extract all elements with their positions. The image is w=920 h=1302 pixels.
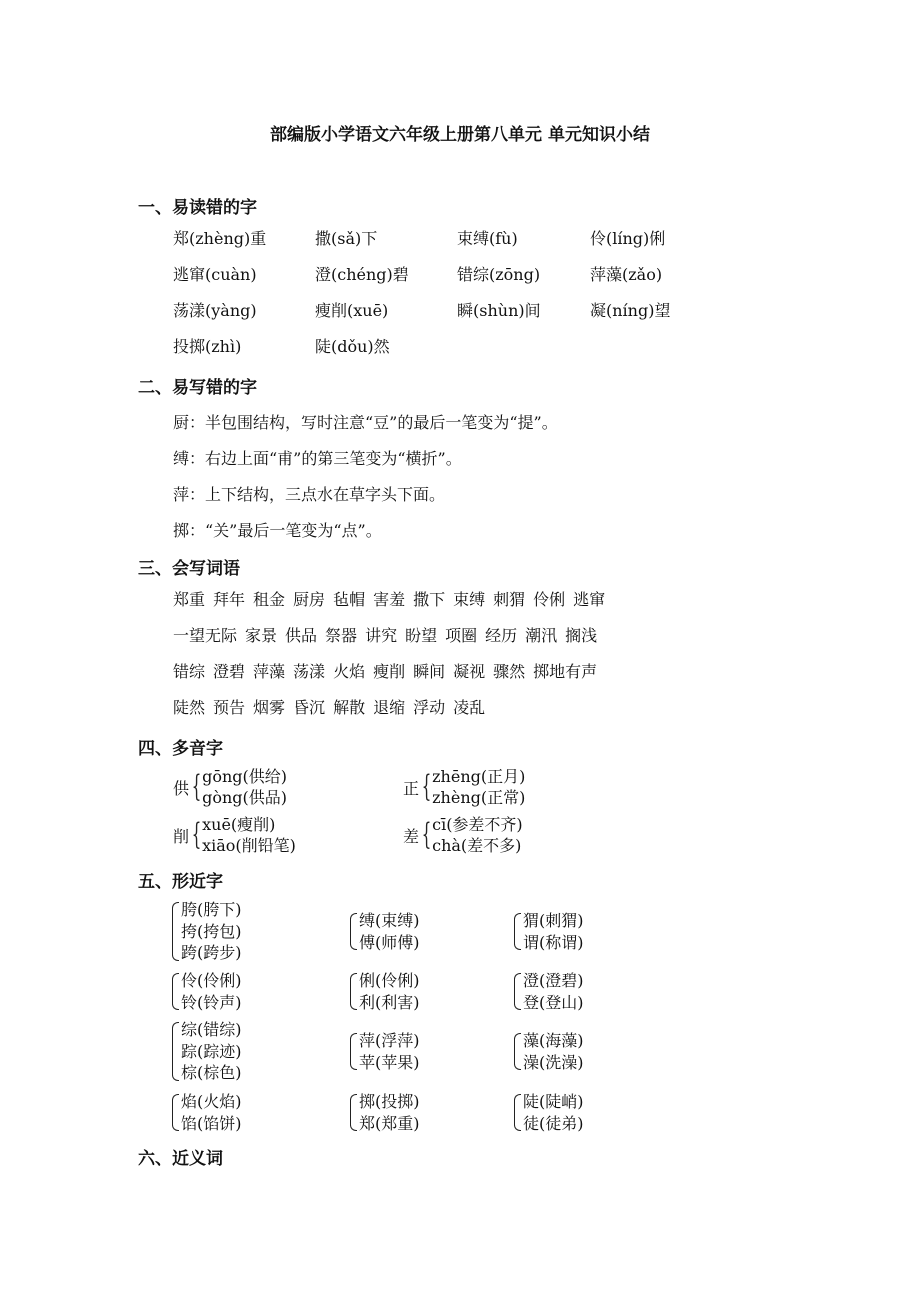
similar-char: 澄(澄碧) <box>523 971 584 990</box>
vocab-word: 一望无际 <box>173 626 238 645</box>
brace-icon: { <box>191 817 202 852</box>
similar-char: 伶(伶俐) <box>181 971 242 990</box>
similar-char-group <box>172 970 242 1013</box>
vocabulary-row <box>173 662 613 698</box>
vocab-word: 浮动 <box>413 698 446 717</box>
brace-icon <box>172 1022 179 1081</box>
polyphone-reading: gòng(供品) <box>202 788 288 807</box>
similar-char: 登(登山) <box>523 992 584 1012</box>
vocab-word: 萍藻 <box>253 662 286 681</box>
similar-char: 掷(投掷) <box>359 1092 420 1111</box>
similar-char: 焰(火焰) <box>181 1092 242 1111</box>
brace-icon <box>514 913 521 950</box>
misread-char: 束缚(fù) <box>457 229 518 248</box>
vocab-word: 毡帽 <box>333 590 366 609</box>
similar-char-group <box>514 970 584 1013</box>
vocab-word: 荡漾 <box>293 662 326 681</box>
similar-char-group <box>514 910 584 953</box>
similar-char: 傅(师傅) <box>359 932 420 952</box>
polyphone-char: 正 <box>403 778 420 798</box>
polyphone-reading: cī(参差不齐) <box>432 815 523 834</box>
vocab-word: 撒下 <box>413 590 446 609</box>
polyphone-group <box>173 814 296 856</box>
misread-char: 陡(dǒu)然 <box>315 337 390 356</box>
page-title: 部编版小学语文六年级上册第八单元 单元知识小结 <box>270 125 650 145</box>
brace-icon <box>350 973 357 1010</box>
vocab-word: 瞬间 <box>413 662 446 681</box>
vocab-word: 掷地有声 <box>533 662 598 681</box>
similar-char: 谓(称谓) <box>523 932 584 952</box>
misread-char: 凝(níng)望 <box>590 301 671 320</box>
polyphone-char: 差 <box>403 826 420 846</box>
brace-icon <box>514 1033 521 1070</box>
brace-icon <box>350 913 357 950</box>
brace-icon: { <box>421 817 432 852</box>
brace-icon: { <box>421 769 432 804</box>
vocab-word: 澄碧 <box>213 662 246 681</box>
vocab-word: 瘦削 <box>373 662 406 681</box>
section-heading-2: 二、易写错的字 <box>138 378 257 398</box>
vocab-word: 束缚 <box>453 590 486 609</box>
similar-char-group <box>514 1030 584 1073</box>
miswritten-note: 掷：“关”最后一笔变为“点”。 <box>173 521 382 540</box>
polyphone-reading: xiāo(削铅笔) <box>202 836 296 855</box>
vocab-word: 火焰 <box>333 662 366 681</box>
vocab-word: 烟雾 <box>253 698 286 717</box>
vocab-word: 错综 <box>173 662 206 681</box>
misread-char: 萍藻(zǎo) <box>590 265 663 284</box>
vocab-word: 讲究 <box>365 626 398 645</box>
misread-char: 澄(chéng)碧 <box>315 265 409 284</box>
similar-char: 跨(跨步) <box>181 943 242 962</box>
similar-char-group <box>172 1019 242 1084</box>
similar-char-group <box>350 1030 420 1073</box>
similar-char: 踪(踪迹) <box>181 1041 242 1061</box>
polyphone-reading: zhēng(正月) <box>432 767 526 786</box>
miswritten-note: 萍：上下结构，三点水在草字头下面。 <box>173 485 446 504</box>
vocab-word: 供品 <box>285 626 318 645</box>
similar-char-group <box>172 1091 242 1134</box>
section-heading-1: 一、易读错的字 <box>138 198 257 218</box>
brace-icon <box>172 1094 179 1131</box>
vocab-word: 刺猬 <box>493 590 526 609</box>
similar-char: 棕(棕色) <box>181 1063 242 1082</box>
misread-char: 荡漾(yàng) <box>173 301 257 320</box>
vocab-word: 郑重 <box>173 590 206 609</box>
vocab-word: 害羞 <box>373 590 406 609</box>
similar-char: 铃(铃声) <box>181 992 242 1012</box>
polyphone-char: 削 <box>173 826 190 846</box>
similar-char-group <box>350 1091 420 1134</box>
misread-char: 投掷(zhì) <box>173 337 242 356</box>
similar-char: 陡(陡峭) <box>523 1092 584 1111</box>
vocabulary-row <box>173 698 613 734</box>
miswritten-note: 厨：半包围结构，写时注意“豆”的最后一笔变为“提”。 <box>173 413 558 432</box>
vocab-word: 搁浅 <box>565 626 598 645</box>
misread-char: 瘦削(xuē) <box>315 301 389 320</box>
polyphone-reading: zhèng(正常) <box>432 788 526 807</box>
misread-char: 撒(sǎ)下 <box>315 229 378 248</box>
vocab-word: 骤然 <box>493 662 526 681</box>
miswritten-note: 缚：右边上面“甫”的第三笔变为“横折”。 <box>173 449 462 468</box>
brace-icon <box>350 1033 357 1070</box>
section-heading-4: 四、多音字 <box>138 739 223 759</box>
brace-icon <box>514 1094 521 1131</box>
polyphone-char: 供 <box>173 778 190 798</box>
similar-char: 挎(挎包) <box>181 921 242 941</box>
brace-icon <box>172 902 179 961</box>
similar-char: 徒(徒弟) <box>523 1113 584 1133</box>
polyphone-reading: xuē(瘦削) <box>202 815 276 834</box>
brace-icon <box>350 1094 357 1131</box>
vocab-word: 祭器 <box>325 626 358 645</box>
vocab-word: 厨房 <box>293 590 326 609</box>
vocab-word: 拜年 <box>213 590 246 609</box>
vocab-word: 预告 <box>213 698 246 717</box>
misread-char: 逃窜(cuàn) <box>173 265 257 284</box>
vocab-word: 经历 <box>485 626 518 645</box>
similar-char-group <box>350 910 420 953</box>
similar-char: 苹(苹果) <box>359 1052 420 1072</box>
vocabulary-list <box>173 590 613 734</box>
section-heading-6: 六、近义词 <box>138 1149 223 1169</box>
vocab-word: 凝视 <box>453 662 486 681</box>
vocab-word: 项圈 <box>445 626 478 645</box>
vocab-word: 凌乱 <box>453 698 486 717</box>
polyphone-group <box>403 766 525 808</box>
misread-char: 郑(zhèng)重 <box>173 229 267 248</box>
brace-icon: { <box>191 769 202 804</box>
brace-icon <box>514 973 521 1010</box>
section-heading-5: 五、形近字 <box>138 872 223 892</box>
vocab-word: 陡然 <box>173 698 206 717</box>
vocabulary-row <box>173 590 613 626</box>
similar-char: 缚(束缚) <box>359 911 420 930</box>
vocab-word: 昏沉 <box>293 698 326 717</box>
misread-char: 伶(líng)俐 <box>590 229 666 248</box>
similar-char: 澡(洗澡) <box>523 1052 584 1072</box>
section-heading-3: 三、会写词语 <box>138 559 240 579</box>
vocabulary-row <box>173 626 613 662</box>
vocab-word: 退缩 <box>373 698 406 717</box>
vocab-word: 伶俐 <box>533 590 566 609</box>
brace-icon <box>172 973 179 1010</box>
vocab-word: 家景 <box>245 626 278 645</box>
similar-char: 萍(浮萍) <box>359 1031 420 1050</box>
similar-char: 郑(郑重) <box>359 1113 420 1133</box>
similar-char: 俐(伶俐) <box>359 971 420 990</box>
vocab-word: 盼望 <box>405 626 438 645</box>
polyphone-group <box>173 766 287 808</box>
polyphone-reading: gōng(供给) <box>202 767 288 786</box>
vocab-word: 租金 <box>253 590 286 609</box>
vocab-word: 逃窜 <box>573 590 606 609</box>
polyphone-group <box>403 814 523 856</box>
similar-char: 综(错综) <box>181 1020 242 1039</box>
similar-char: 胯(胯下) <box>181 900 242 919</box>
similar-char: 猬(刺猬) <box>523 911 584 930</box>
similar-char-group <box>350 970 420 1013</box>
similar-char: 藻(海藻) <box>523 1031 584 1050</box>
polyphone-reading: chà(差不多) <box>432 836 522 855</box>
similar-char-group <box>514 1091 584 1134</box>
misread-chars-grid <box>173 229 773 373</box>
vocab-word: 潮汛 <box>525 626 558 645</box>
similar-char-group <box>172 899 242 964</box>
vocab-word: 解散 <box>333 698 366 717</box>
similar-char: 馅(馅饼) <box>181 1113 242 1133</box>
similar-char: 利(利害) <box>359 992 420 1012</box>
misread-char: 错综(zōng) <box>457 265 541 284</box>
misread-char: 瞬(shùn)间 <box>457 301 541 320</box>
